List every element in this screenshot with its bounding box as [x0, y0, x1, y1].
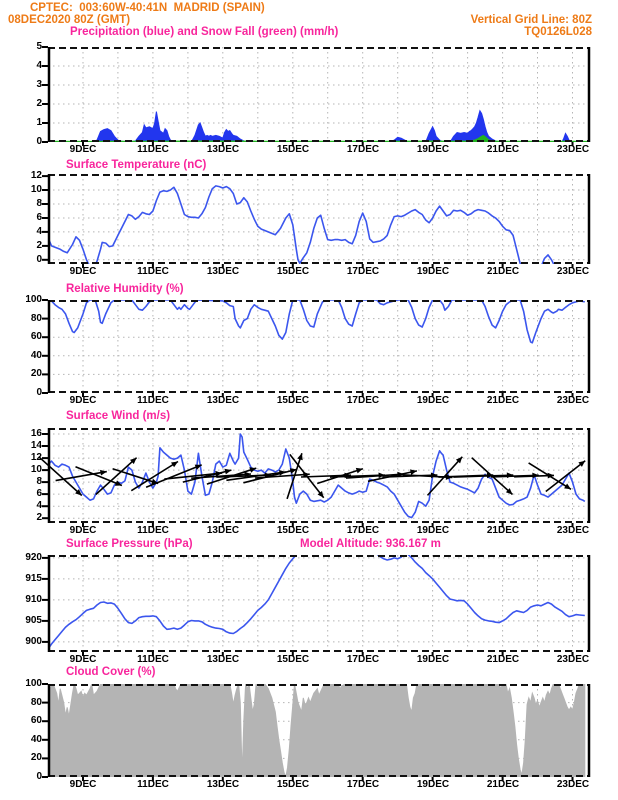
header-product-code: TQ0126L028 [524, 26, 592, 38]
pressure-y-tick-label: 920 [25, 552, 42, 563]
precipitation-x-tick-label: 9DEC [69, 144, 97, 155]
precipitation-y-tick-label: 1 [36, 117, 42, 128]
humidity-x-tick-label: 9DEC [69, 395, 97, 406]
temperature-x-tick-label: 19DEC [416, 266, 450, 277]
wind-x-tick-label: 21DEC [486, 525, 520, 536]
wind-y-tick-label: 14 [30, 440, 42, 451]
cloud-y-tick-label: 20 [30, 752, 42, 763]
pressure-x-tick-label: 11DEC [137, 654, 169, 665]
wind-y-tick-label: 8 [36, 476, 42, 487]
wind-y-tick-label: 10 [30, 464, 42, 475]
cloud-x-tick-label: 9DEC [69, 779, 97, 790]
precipitation-x-tick-label: 15DEC [276, 144, 310, 155]
pressure-y-tick-label: 915 [25, 573, 42, 584]
precipitation-plot [48, 47, 590, 142]
header-station-line: CPTEC: 003:60W-40:41N MADRID (SPAIN) [30, 2, 265, 14]
humidity-x-tick-label: 17DEC [346, 395, 380, 406]
temperature-x-tick-label: 15DEC [276, 266, 310, 277]
pressure-x-tick-label: 19DEC [416, 654, 450, 665]
cloud-x-tick-label: 19DEC [416, 779, 450, 790]
title-wind: Surface Wind (m/s) [66, 410, 171, 422]
wind-y-tick-label: 12 [30, 452, 42, 463]
pressure-y-tick-label: 910 [25, 594, 42, 605]
cloud-y-tick-label: 0 [36, 771, 42, 782]
temperature-x-tick-label: 23DEC [556, 266, 590, 277]
cloud-y-tick-label: 40 [30, 734, 42, 745]
temperature-x-tick-label: 11DEC [137, 266, 169, 277]
humidity-x-tick-label: 13DEC [206, 395, 240, 406]
humidity-y-tick-label: 80 [30, 313, 42, 324]
cloud-x-tick-label: 17DEC [346, 779, 380, 790]
humidity-x-tick-label: 21DEC [486, 395, 520, 406]
temperature-plot [48, 174, 590, 264]
wind-y-tick-label: 2 [36, 512, 42, 523]
precipitation-y-tick-label: 5 [36, 41, 42, 52]
wind-y-tick-label: 4 [36, 500, 42, 511]
pressure-plot [48, 555, 590, 652]
wind-y-tick-label: 16 [30, 428, 42, 439]
header-vertical-grid-note: Vertical Grid Line: 80Z [470, 14, 592, 26]
temperature-x-tick-label: 17DEC [346, 266, 380, 277]
temperature-x-tick-label: 13DEC [206, 266, 240, 277]
pressure-x-tick-label: 23DEC [556, 654, 590, 665]
precipitation-x-tick-label: 13DEC [206, 144, 240, 155]
humidity-y-tick-label: 40 [30, 350, 42, 361]
precipitation-x-tick-label: 23DEC [556, 144, 590, 155]
wind-plot [48, 428, 590, 523]
humidity-y-tick-label: 20 [30, 368, 42, 379]
temperature-y-tick-label: 2 [36, 240, 42, 251]
title-cloud-cover: Cloud Cover (%) [66, 666, 156, 678]
model-altitude-label: Model Altitude: 936.167 m [300, 538, 441, 550]
humidity-x-tick-label: 23DEC [556, 395, 590, 406]
title-pressure: Surface Pressure (hPa) [66, 538, 193, 550]
humidity-y-tick-label: 0 [36, 387, 42, 398]
temperature-y-tick-label: 10 [30, 184, 42, 195]
precipitation-y-tick-label: 0 [36, 136, 42, 147]
cloud-x-tick-label: 21DEC [486, 779, 520, 790]
wind-x-tick-label: 17DEC [346, 525, 380, 536]
humidity-y-tick-label: 60 [30, 331, 42, 342]
pressure-y-tick-label: 905 [25, 615, 42, 626]
title-precipitation: Precipitation (blue) and Snow Fall (green) (mm/h) [70, 26, 339, 38]
pressure-x-tick-label: 21DEC [486, 654, 520, 665]
cloud-y-tick-label: 60 [30, 715, 42, 726]
cloud-x-tick-label: 11DEC [137, 779, 169, 790]
cloud-y-tick-label: 80 [30, 697, 42, 708]
humidity-x-tick-label: 15DEC [276, 395, 310, 406]
pressure-x-tick-label: 17DEC [346, 654, 380, 665]
humidity-y-tick-label: 100 [25, 294, 42, 305]
wind-x-tick-label: 15DEC [276, 525, 310, 536]
temperature-y-tick-label: 0 [36, 254, 42, 265]
temperature-y-tick-label: 6 [36, 212, 42, 223]
wind-x-tick-label: 9DEC [69, 525, 97, 536]
precipitation-y-tick-label: 3 [36, 79, 42, 90]
humidity-x-tick-label: 19DEC [416, 395, 450, 406]
cloud-plot [48, 684, 590, 777]
precipitation-x-tick-label: 17DEC [346, 144, 380, 155]
precipitation-x-tick-label: 19DEC [416, 144, 450, 155]
temperature-x-tick-label: 9DEC [69, 266, 97, 277]
temperature-y-tick-label: 4 [36, 226, 42, 237]
title-humidity: Relative Humidity (%) [66, 283, 184, 295]
temperature-x-tick-label: 21DEC [486, 266, 520, 277]
wind-x-tick-label: 11DEC [137, 525, 169, 536]
pressure-x-tick-label: 13DEC [206, 654, 240, 665]
humidity-x-tick-label: 11DEC [137, 395, 169, 406]
precipitation-x-tick-label: 11DEC [137, 144, 169, 155]
precipitation-y-tick-label: 4 [36, 60, 42, 71]
cloud-x-tick-label: 13DEC [206, 779, 240, 790]
cloud-x-tick-label: 23DEC [556, 779, 590, 790]
precipitation-y-tick-label: 2 [36, 98, 42, 109]
wind-x-tick-label: 23DEC [556, 525, 590, 536]
pressure-x-tick-label: 15DEC [276, 654, 310, 665]
title-temperature: Surface Temperature (nC) [66, 159, 207, 171]
wind-x-tick-label: 13DEC [206, 525, 240, 536]
header-run-datetime: 08DEC2020 80Z (GMT) [8, 14, 131, 26]
temperature-y-tick-label: 12 [30, 170, 42, 181]
pressure-y-tick-label: 900 [25, 636, 42, 647]
precipitation-x-tick-label: 21DEC [486, 144, 520, 155]
temperature-y-tick-label: 8 [36, 198, 42, 209]
cloud-y-tick-label: 100 [25, 678, 42, 689]
humidity-plot [48, 300, 590, 393]
wind-x-tick-label: 19DEC [416, 525, 450, 536]
pressure-x-tick-label: 9DEC [69, 654, 97, 665]
wind-y-tick-label: 6 [36, 488, 42, 499]
cloud-x-tick-label: 15DEC [276, 779, 310, 790]
